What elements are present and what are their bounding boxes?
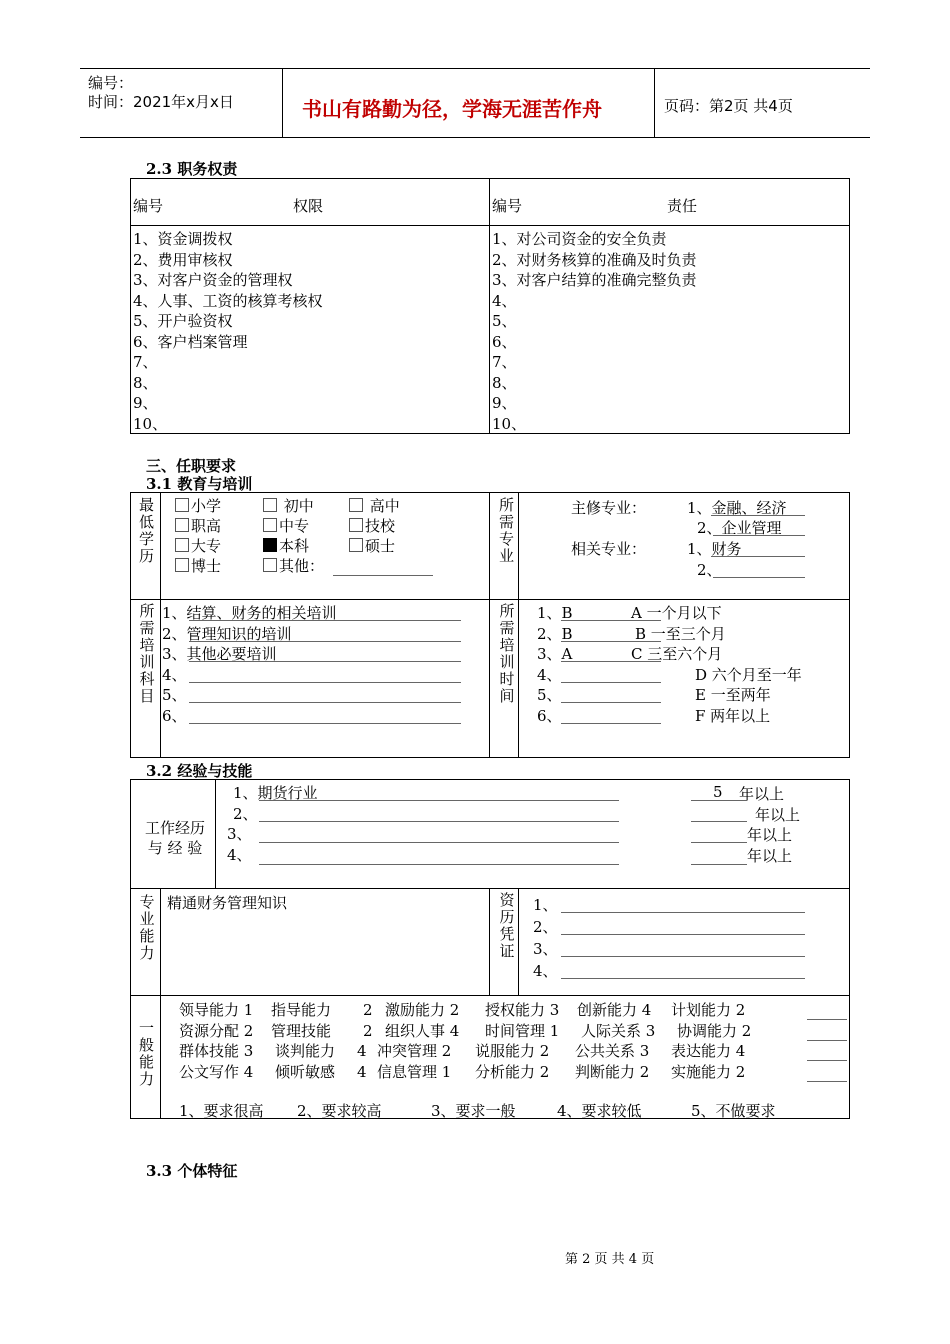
ability-row: 公文写作 4 倾听敏感 4 信息管理 1 分析能力 2 判断能力 2 实施能力 2 xyxy=(179,1062,746,1081)
ability-row: 资源分配 2 管理技能 2 组织人事 4 时间管理 1 人际关系 3 协调能力 2 xyxy=(179,1021,752,1040)
duties-header-no: 编号 xyxy=(492,197,523,215)
option-bachelor[interactable]: 本科 xyxy=(263,537,309,557)
list-item[interactable]: 3、 xyxy=(227,825,252,843)
duties-list xyxy=(492,229,697,434)
list-item: 3、对客户结算的准确完整负责 xyxy=(492,271,697,289)
list-item[interactable]: 6、 xyxy=(537,706,562,725)
ability-row: 群体技能 3 谈判能力 4 冲突管理 2 说服能力 2 公共关系 3 表达能力 4 xyxy=(179,1042,746,1060)
training-subjects xyxy=(162,603,337,726)
section-title-2-3: 2.3 职务权责 xyxy=(146,160,238,178)
list-item[interactable]: 5、 xyxy=(162,686,187,704)
related-major-1[interactable]: 1、财务 xyxy=(687,540,742,558)
page-header xyxy=(80,68,870,138)
option-senior[interactable]: 高中 xyxy=(349,497,400,517)
list-item[interactable]: 6、 xyxy=(162,706,187,725)
list-item: 6、客户档案管理 xyxy=(133,332,248,351)
option-junior[interactable]: 初中 xyxy=(263,497,314,517)
list-item: 2、费用审核权 xyxy=(133,250,233,269)
list-item: 4、人事、工资的核算考核权 xyxy=(133,291,323,310)
ability-grid xyxy=(179,1000,839,1082)
main-major-1[interactable]: 1、金融、经济 xyxy=(687,499,787,517)
credential-label: 资历凭证 xyxy=(497,892,516,960)
training-subject-label: 所需培训科目 xyxy=(137,603,156,705)
section-title-3-3: 3.3 个体特征 xyxy=(146,1162,238,1180)
education-table xyxy=(130,492,850,758)
list-item: 7、 xyxy=(492,353,517,371)
list-item[interactable]: 3、 xyxy=(533,940,558,958)
main-major-label: 主修专业： xyxy=(571,499,647,517)
list-item: 3、对客户资金的管理权 xyxy=(133,271,293,289)
list-item[interactable]: 4、 xyxy=(162,665,187,684)
list-item: 4、 xyxy=(492,291,517,310)
option-primary[interactable]: 小学 xyxy=(175,497,221,517)
code-label: 编号： xyxy=(88,74,134,92)
list-item: 10、 xyxy=(133,414,168,433)
option-other[interactable]: 其他： xyxy=(263,557,324,577)
professional-ability-text[interactable]: 精通财务管理知识 xyxy=(167,894,288,912)
list-item: 1、对公司资金的安全负责 xyxy=(492,230,667,248)
option-doctor[interactable]: 博士 xyxy=(175,557,221,577)
list-item[interactable]: 1、结算、财务的相关培训 xyxy=(162,604,337,622)
option-vocational[interactable]: 职高 xyxy=(175,517,221,537)
list-item[interactable]: 2、 xyxy=(233,804,258,823)
training-times xyxy=(537,603,573,726)
list-item[interactable]: 2、 xyxy=(533,918,558,936)
motto: 书山有路勤为径，学海无涯苦作舟 xyxy=(302,97,602,121)
training-time-legend: A 一个月以下 B 一至三个月 C 三至六个月 D 六个月至一年 E 一至两年 F 两年以上 xyxy=(631,604,802,725)
section-title-3: 三、任职要求 xyxy=(146,457,237,475)
list-item[interactable]: 1、 xyxy=(533,896,558,914)
experience-table: 工作经历与 经 验 1、期货行业 2、 3、 4、 5 年以上 年以上 年以上 年以上 专业能力 精通财务管理知识 资历凭证 1、 2、 3、 4、 一般能力 领导能力 1 指导能力 2 激励能力 2 授权能力 3 创新能力 4 计划能力 2 资源分配 2 管理技能 2 组织人事 4 时间管理 1 人际关系 3 协调能力 2 群体技能 3 谈判能力 4 冲突管理 2 说服能力 2 公共关系 3 表达能力 4 公文写作 4 倾听敏感 4 信息管理 1 分析能力 2 判断能力 2 实施能力 2 1、要求很高 2、要求较高 3、要求一般 4、要求较低 5、不做要求 xyxy=(130,779,850,1119)
section-title-3-2: 3.2 经验与技能 xyxy=(146,762,253,780)
list-item[interactable]: 4、 xyxy=(533,962,558,980)
option-technical[interactable]: 中专 xyxy=(263,517,309,537)
list-item[interactable]: 2、B xyxy=(537,624,573,643)
list-item[interactable]: 1、期货行业 xyxy=(233,784,318,802)
list-item: 1、资金调拨权 xyxy=(133,230,233,248)
years-1[interactable]: 5 xyxy=(713,783,723,801)
years-suffix-2: 年以上 xyxy=(755,806,801,824)
major-label: 所需专业 xyxy=(497,497,515,565)
list-item[interactable]: 4、 xyxy=(227,845,252,864)
option-college[interactable]: 大专 xyxy=(175,537,221,557)
option-master[interactable]: 硕士 xyxy=(349,537,395,557)
page-info: 页码：第2页 共4页 xyxy=(664,97,793,115)
work-list xyxy=(227,783,318,865)
min-education-label: 最低学历 xyxy=(137,497,155,565)
credential-list xyxy=(533,894,558,982)
training-time-label: 所需培训时间 xyxy=(497,603,516,705)
list-item: 6、 xyxy=(492,332,517,351)
page-footer: 第 2 页 共 4 页 xyxy=(565,1252,655,1267)
rights-list xyxy=(133,229,323,434)
list-item: 9、 xyxy=(133,394,158,412)
related-major-2[interactable]: 2、 xyxy=(697,561,722,579)
duties-table xyxy=(130,178,850,434)
years-suffix-4: 年以上 xyxy=(747,847,793,865)
years-suffix-3: 年以上 xyxy=(747,826,793,844)
list-item[interactable]: 3、A xyxy=(537,645,573,663)
general-ability-label: 一般能力 xyxy=(137,1020,155,1088)
main-major-2[interactable]: 2、企业管理 xyxy=(697,519,782,537)
list-item: 5、开户验资权 xyxy=(133,312,233,330)
list-item: 2、对财务核算的准确及时负责 xyxy=(492,250,697,269)
list-item[interactable]: 5、 xyxy=(537,686,562,704)
list-item: 10、 xyxy=(492,414,527,433)
professional-ability-label: 专业能力 xyxy=(137,894,156,962)
time-label: 时间：2021年x月x日 xyxy=(88,93,234,111)
rights-header-no: 编号 xyxy=(133,197,164,215)
rights-header: 权限 xyxy=(293,197,324,215)
list-item: 5、 xyxy=(492,312,517,330)
list-item[interactable]: 4、 xyxy=(537,665,562,684)
list-item: 7、 xyxy=(133,353,158,371)
section-title-3-1: 3.1 教育与培训 xyxy=(146,475,253,493)
years-suffix-1: 年以上 xyxy=(739,785,785,803)
list-item: 8、 xyxy=(133,373,158,392)
list-item[interactable]: 3、其他必要培训 xyxy=(162,645,277,663)
list-item[interactable]: 1、B xyxy=(537,604,573,622)
related-major-label: 相关专业： xyxy=(571,540,647,558)
duties-header: 责任 xyxy=(667,197,698,215)
list-item: 8、 xyxy=(492,373,517,392)
list-item: 9、 xyxy=(492,394,517,412)
option-tech-school[interactable]: 技校 xyxy=(349,517,395,537)
ability-row: 领导能力 1 指导能力 2 激励能力 2 授权能力 3 创新能力 4 计划能力 2 xyxy=(179,1001,746,1019)
work-experience-label: 工作经历与 经 验 xyxy=(144,819,205,857)
list-item[interactable]: 2、管理知识的培训 xyxy=(162,624,292,643)
